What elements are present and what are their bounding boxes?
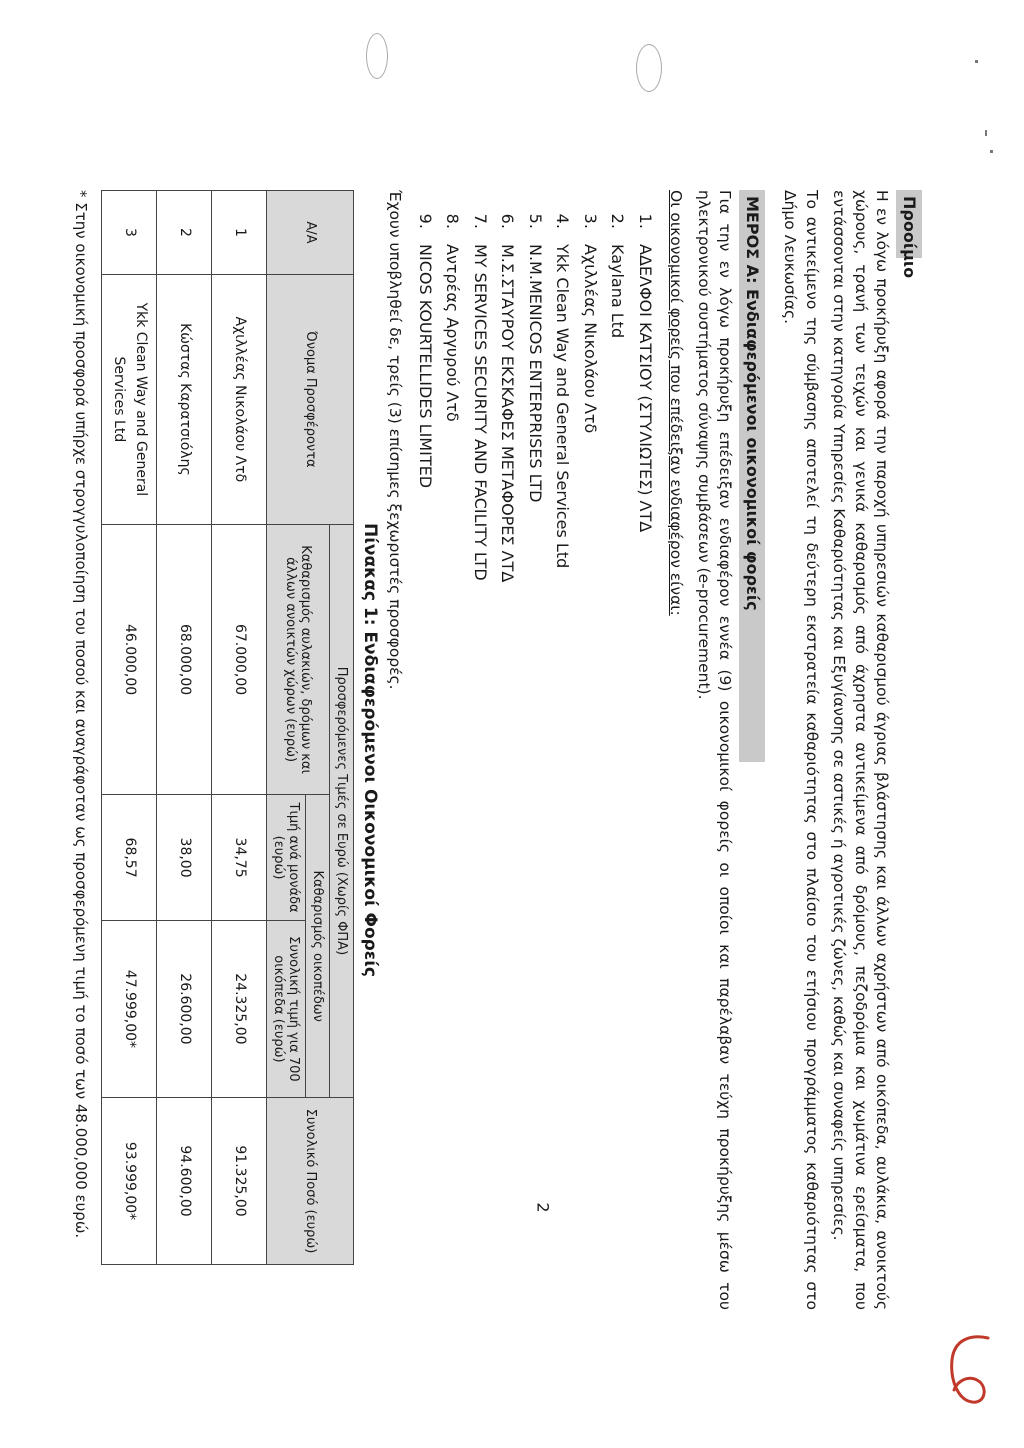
cell-aa: 3 [102,191,157,275]
table-title: Πίνακας 1: Ενδιαφερόμενοι Οικονομικοί Φορείς [360,523,380,977]
cell-grand-total: 93.999,00* [102,1098,157,1265]
col-header-aa: Α/Α [267,191,354,275]
list-item: 4. Ykk Clean Way and General Services Ltd [549,234,577,1310]
table-row [157,191,212,1265]
cell-name: Κώστας Καρατσιόλης [157,274,212,524]
cell-grand-total: 91.325,00 [212,1098,267,1265]
list-item: 7. MY SERVICES SECURITY AND FACILITY LTD [467,234,495,1310]
document-body [72,190,930,1310]
group-header: Προσφερόμενες Τιμές σε Ευρώ (Χωρίς ΦΠΑ) [330,524,354,1097]
handwritten-mark [940,1330,1000,1414]
table-row [212,191,267,1265]
part-a-paragraph: Για την εν λόγω προκήρυξη επέδειξαν ενδιαφέρον εννέα (9) οικονομικοί φορείς οι οποίοι και παρέλαβαν τεύχη προκήρυξης μέσω του ηλεκτρονικού συστήματος σύναψης συμβάσεων (e-procurement). [695,190,735,1310]
cell-aa: 2 [157,191,212,275]
cell-clean-streets: 67.000,00 [212,524,267,795]
cell-total-700: 26.600,00 [157,920,212,1097]
list-item: 3. Αχιλλέας Νικολάου Λτδ [577,234,605,1310]
offers-line: Έχουν υποβληθεί δε, τρείς (3) επίσημες ξεχωριστές προσφορές. [386,190,405,690]
part-a-heading: ΜΕΡΟΣ Α: Ενδιαφερόμενοι οικονομικοί φορείς [740,190,766,762]
cell-clean-streets: 46.000,00 [102,524,157,795]
cell-unit-price: 34,75 [212,795,267,920]
list-item: 5. N.M.MENICOS ENTERPRISES LTD [522,234,550,1310]
cell-grand-total: 94.600,00 [157,1098,212,1265]
firms-list [412,190,660,1310]
col-header-total-700: Συνολική τιμή για 700 οικόπεδα (ευρώ) [267,920,306,1097]
cell-total-700: 24.325,00 [212,920,267,1097]
preamble-paragraph-1: Η εν λόγω προκήρυξη αφορά την παροχή υπηρεσιών καθαρισμού άγριας βλάστησης και άλλων αχρήστων από οικόπεδα, αυλάκια, ανοικτούς χώρους, τρανή των τειχών και γενικά καθαρισμός από άχρηστα αντικείμενα από δρόμους, πεζοδρόμια και χωμάτινα ερείσματα, που εντάσσονται στην κατηγορία Υπηρεσίες Καθαριότητας και Εξυγίανσης σε αστικές ή αγροτικές ζώνες, καθώς και συναφείς υπηρεσίες. [830,190,892,1310]
list-item: 6. Μ.Σ.ΣΤΑΥΡΟΥ ΕΚΣΚΑΦΕΣ ΜΕΤΑΦΟΡΕΣ ΛΤΔ [494,234,522,1310]
col-header-name: Όνομα Προσφέροντα [267,274,354,524]
cell-name: Αχιλλέας Νικολάου Λτδ [212,274,267,524]
list-item: 2. Kaylana Ltd [604,234,632,1310]
col-header-grand-total: Συνολικό Ποσό (ευρώ) [267,1098,354,1265]
subgroup-header: Καθαρισμός οικοπέδων [306,795,330,1098]
col-header-unit-price: Τιμή ανά μονάδα (ευρώ) [267,795,306,920]
cell-total-700: 47.999,00* [102,920,157,1097]
cell-unit-price: 68,57 [102,795,157,920]
preamble-paragraph-2: Το αντικείμενο της σύμβασης αποτελεί τη δεύτερη εκστρατεία καθαριότητας στο πλαίσιο του ετήσιου προγράμματος καθαριότητας στο Δήμο Λευκωσίας. [781,190,821,1310]
col-header-clean-streets: Καθαρισμός αυλακιών, δρόμων και άλλων ανοικτών χώρων (ευρώ) [267,524,330,795]
scan-speck [975,60,978,63]
punch-hole-bottom [636,44,662,92]
cell-clean-streets: 68.000,00 [157,524,212,795]
scan-speck [985,130,987,136]
footnote: * Στην οικονομική προσφορά υπήρχε στρογγυλοποίηση του ποσού και αναγράφοταν ως προσφερόμενη τιμή το ποσό των 48.000,000 ευρώ. [72,190,91,1239]
punch-hole-top [366,33,388,79]
preamble-heading: Προοίμιο [897,190,923,258]
cell-aa: 1 [212,191,267,275]
cell-unit-price: 38,00 [157,795,212,920]
page-number: 2 [533,1202,553,1213]
firms-list-intro: Οι οικονομικοί φορείς που επέδειξαν ενδιαφέρον είναι: [667,190,686,616]
bids-table [102,190,355,1265]
list-item: 9. NICOS KOURTELLIDES LIMITED [412,234,440,1310]
list-item: 8. Αντρέας Αργυρού Λτδ [439,234,467,1310]
table-row [102,191,157,1265]
list-item: 1. ΑΔΕΛΦΟΙ ΚΑΤΣΙΟΥ (ΣΤΥΛΙΩΤΕΣ) ΛΤΔ [632,234,660,1310]
cell-name: Ykk Clean Way and General Services Ltd [102,274,157,524]
scan-speck [990,150,993,153]
